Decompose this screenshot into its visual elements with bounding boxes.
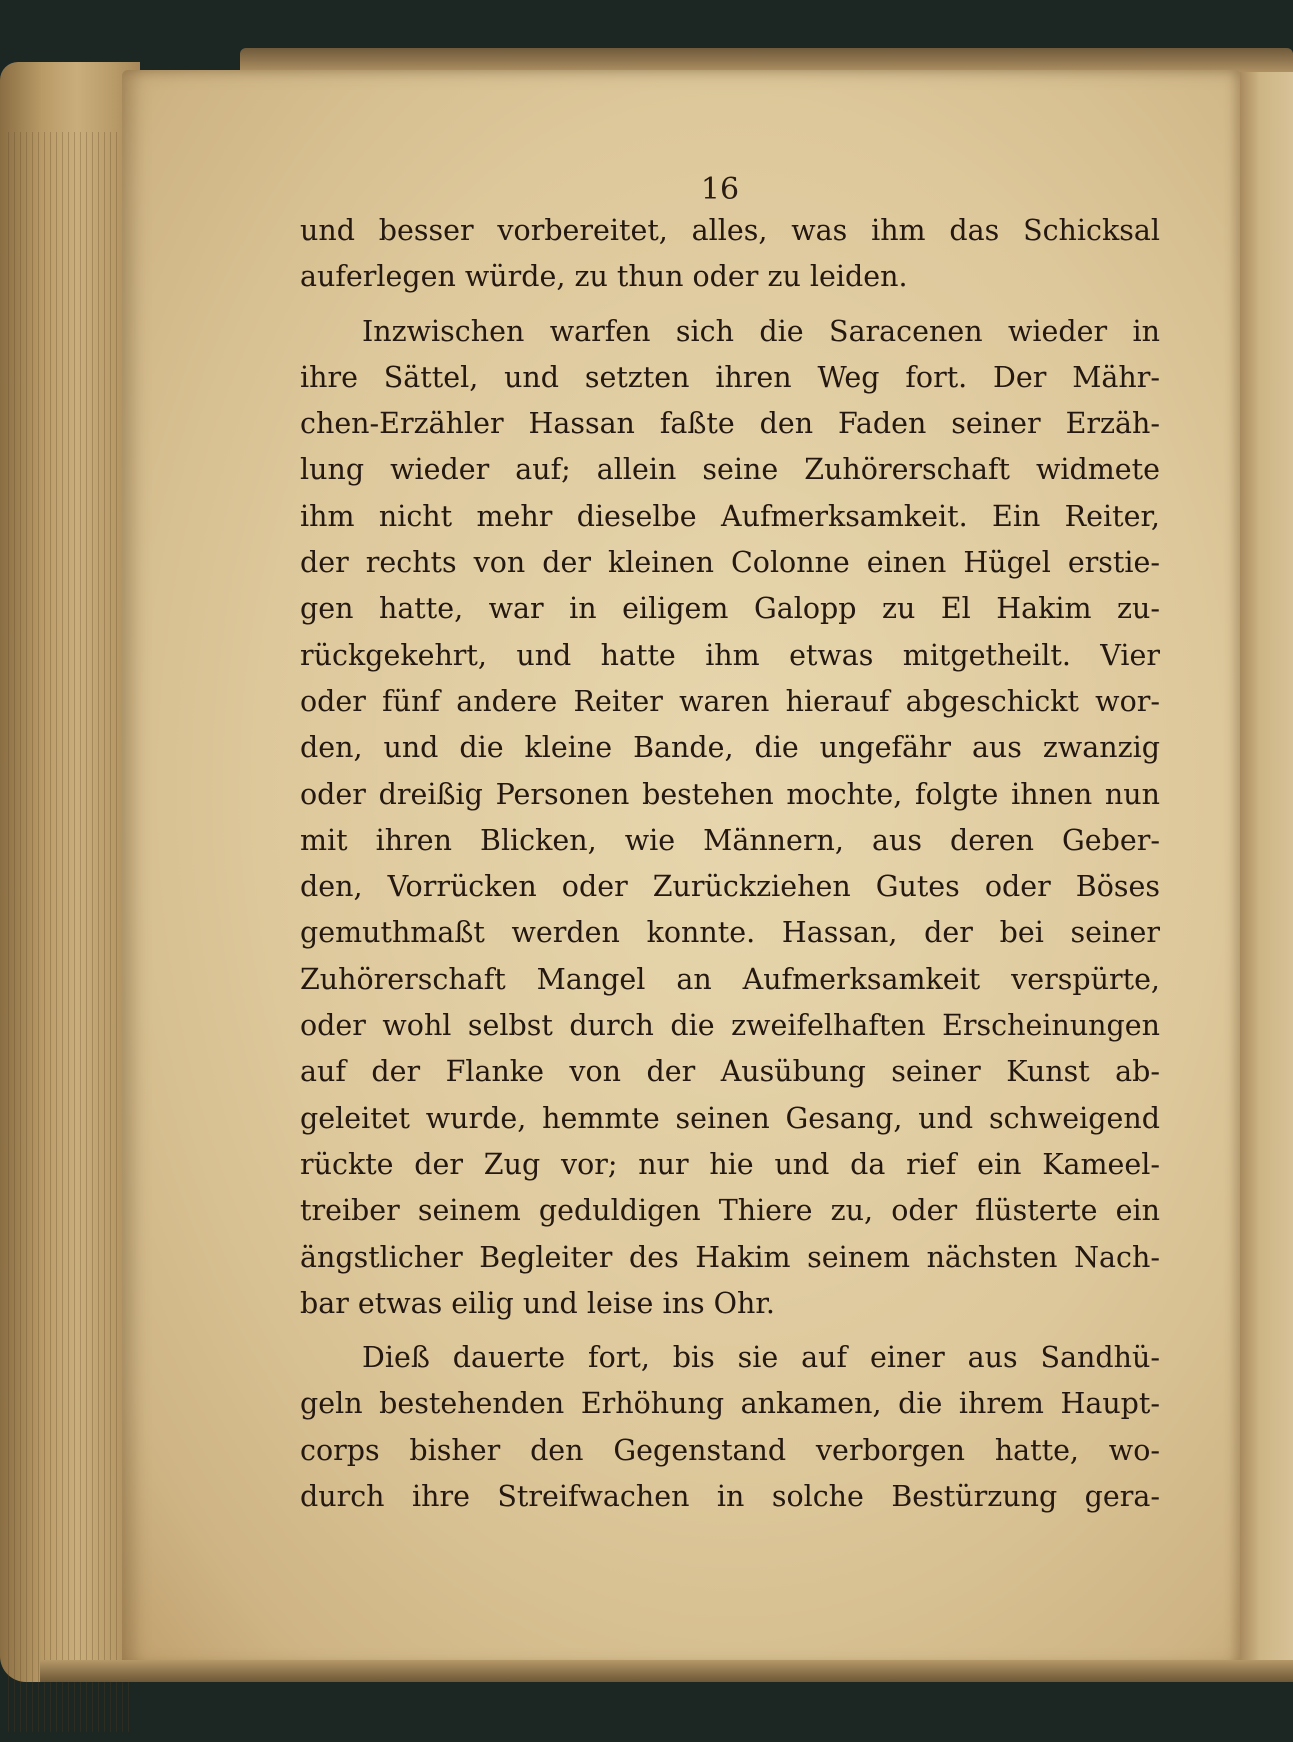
text-line: corps bisher den Gegenstand verborgen hatte, wo- bbox=[300, 1433, 1160, 1467]
text-line: Dieß dauerte fort, bis sie auf einer aus Sandhü- bbox=[362, 1341, 1160, 1375]
text-line: der rechts von der kleinen Colonne einen Hügel erstie- bbox=[300, 546, 1160, 580]
text-line: oder dreißig Personen bestehen mochte, folgte ihnen nun bbox=[300, 777, 1160, 811]
text-line: bar etwas eilig und leise ins Ohr. bbox=[300, 1286, 775, 1320]
book-page-edges bbox=[0, 62, 140, 1682]
text-line: treiber seinem geduldigen Thiere zu, oder flüsterte ein bbox=[300, 1194, 1160, 1228]
text-line: auferlegen würde, zu thun oder zu leiden. bbox=[300, 260, 908, 294]
text-line: den, Vorrücken oder Zurückziehen Gutes oder Böses bbox=[300, 870, 1160, 904]
text-line: auf der Flanke von der Ausübung seiner Kunst ab- bbox=[300, 1055, 1160, 1089]
text-line: und besser vorbereitet, alles, was ihm das Schicksal bbox=[300, 214, 1160, 247]
text-line: ängstlicher Begleiter des Hakim seinem nächsten Nach- bbox=[300, 1240, 1160, 1274]
text-line: gen hatte, war in eiligem Galopp zu El Hakim zu- bbox=[300, 592, 1160, 626]
text-line: mit ihren Blicken, wie Männern, aus deren Geber- bbox=[300, 823, 1160, 857]
text-line: geleitet wurde, hemmte seinen Gesang, und schweigend bbox=[300, 1101, 1160, 1135]
text-line: lung wieder auf; allein seine Zuhörerschaft widmete bbox=[300, 453, 1160, 487]
text-line: durch ihre Streifwachen in solche Bestürzung gera- bbox=[300, 1480, 1160, 1514]
text-line: rückgekehrt, und hatte ihm etwas mitgetheilt. Vier bbox=[300, 638, 1160, 672]
text-line: Zuhörerschaft Mangel an Aufmerksamkeit verspürte, bbox=[300, 962, 1160, 996]
facing-page-edge bbox=[1238, 72, 1293, 1672]
text-line: den, und die kleine Bande, die ungefähr aus zwanzig bbox=[300, 731, 1160, 765]
text-line: ihm nicht mehr dieselbe Aufmerksamkeit. Ein Reiter, bbox=[300, 499, 1160, 533]
paragraph-gap bbox=[300, 1327, 1160, 1335]
body-text bbox=[300, 208, 1160, 1520]
text-line: gemuthmaßt werden konnte. Hassan, der bei seiner bbox=[300, 916, 1160, 950]
text-line: rückte der Zug vor; nur hie und da rief ein Kameel- bbox=[300, 1147, 1160, 1181]
text-line: Inzwischen warfen sich die Saracenen wieder in bbox=[362, 314, 1160, 348]
text-line: geln bestehenden Erhöhung ankamen, die ihrem Haupt- bbox=[300, 1387, 1160, 1421]
text-line: ihre Sättel, und setzten ihren Weg fort. Der Mähr- bbox=[300, 360, 1160, 394]
text-line: chen-Erzähler Hassan faßte den Faden seiner Erzäh- bbox=[300, 407, 1160, 441]
page-number: 16 bbox=[700, 172, 740, 207]
text-line: oder fünf andere Reiter waren hierauf abgeschickt wor- bbox=[300, 684, 1160, 718]
page-edge-lines bbox=[8, 132, 133, 1732]
book-bottom-edge bbox=[40, 1660, 1293, 1682]
text-line: oder wohl selbst durch die zweifelhaften Erscheinungen bbox=[300, 1009, 1160, 1043]
paragraph-gap bbox=[300, 301, 1160, 309]
